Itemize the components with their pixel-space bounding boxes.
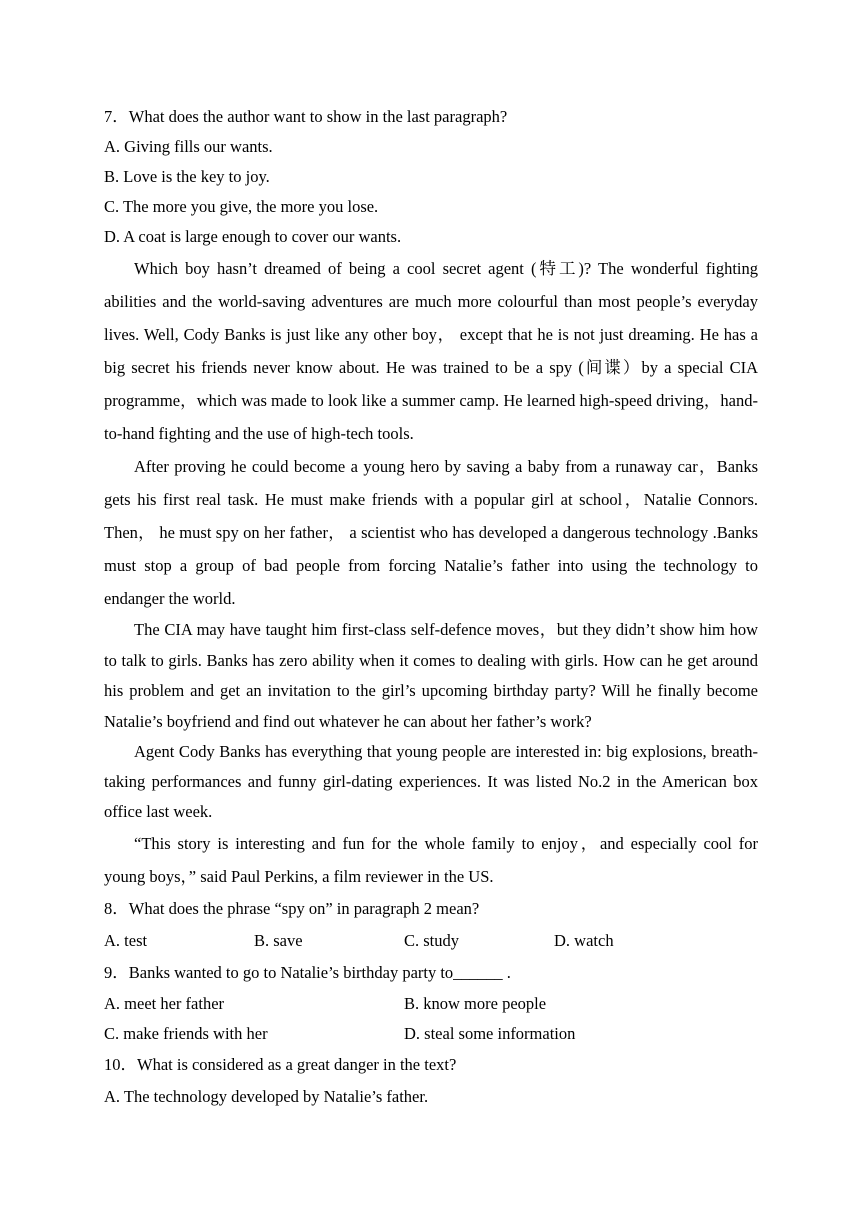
q8-options [104,925,758,957]
q8-option-b: B. save [254,931,303,950]
q9-option-b: B. know more people [404,994,547,1013]
q8-option-c: C. study [404,931,460,950]
q7-stem: 7．What does the author want to show in the last paragraph? [104,107,508,126]
q8-option-a: A. test [104,931,148,950]
q9-options-row-1 [104,989,758,1019]
q7-option-d: D. A coat is large enough to cover our wants. [104,227,402,246]
q9-option-d: D. steal some information [404,1024,576,1043]
q9-options-row-2 [104,1019,758,1049]
q7-option-a: A. Giving fills our wants. [104,137,273,156]
q9-stem: 9．Banks wanted to go to Natalie’s birthday party to______ . [104,963,511,982]
q10-option-a: A. The technology developed by Natalie’s father. [104,1087,429,1106]
q9-option-a: A. meet her father [104,994,225,1013]
document-page [104,102,758,1113]
q8-stem: 8．What does the phrase “spy on” in paragraph 2 mean? [104,899,480,918]
passage-paragraph-3: The CIA may have taught him first-class self-defence moves，but they didn’t show him how to talk to girls. Banks has zero ability when it comes to dealing with girls. How can he get around his problem and get an invitation to the girl’s upcoming birthday party? Will he finally become Natalie’s boyfriend and find out whatever he can about her father’s work? [104,620,758,731]
q8-option-d: D. watch [554,931,614,950]
q7-option-b: B. Love is the key to joy. [104,167,270,186]
q9-option-c: C. make friends with her [104,1024,268,1043]
passage-paragraph-2: After proving he could become a young hero by saving a baby from a runaway car，Banks gets his first real task. He must make friends with a popular girl at school，Natalie Connors. Then， he must spy on her father， a scientist who has developed a dangerous technology .Banks must stop a group of bad people from forcing Natalie’s father into using the technology to endanger the world. [104,457,758,608]
q7-option-c: C. The more you give, the more you lose. [104,197,379,216]
passage-paragraph-1: Which boy hasn’t dreamed of being a cool secret agent (特工)? The wonderful fighting abilities and the world-saving adventures are much more colourful than most people’s everyday lives. Well, Cody Banks is just like any other boy， except that he is not just dreaming. He has a big secret his friends never know about. He was trained to be a spy (间谍）by a special CIA programme，which was made to look like a summer camp. He learned high-speed driving，hand-to-hand fighting and the use of high-tech tools. [104,259,758,443]
passage-paragraph-5: “This story is interesting and fun for the whole family to enjoy，and especially cool for young boys，” said Paul Perkins, a film reviewer in the US. [104,834,758,886]
passage-paragraph-4: Agent Cody Banks has everything that young people are interested in: big explosions, breath-taking performances and funny girl-dating experiences. It was listed No.2 in the American box office last week. [104,742,758,821]
q10-stem: 10．What is considered as a great danger in the text? [104,1055,457,1074]
